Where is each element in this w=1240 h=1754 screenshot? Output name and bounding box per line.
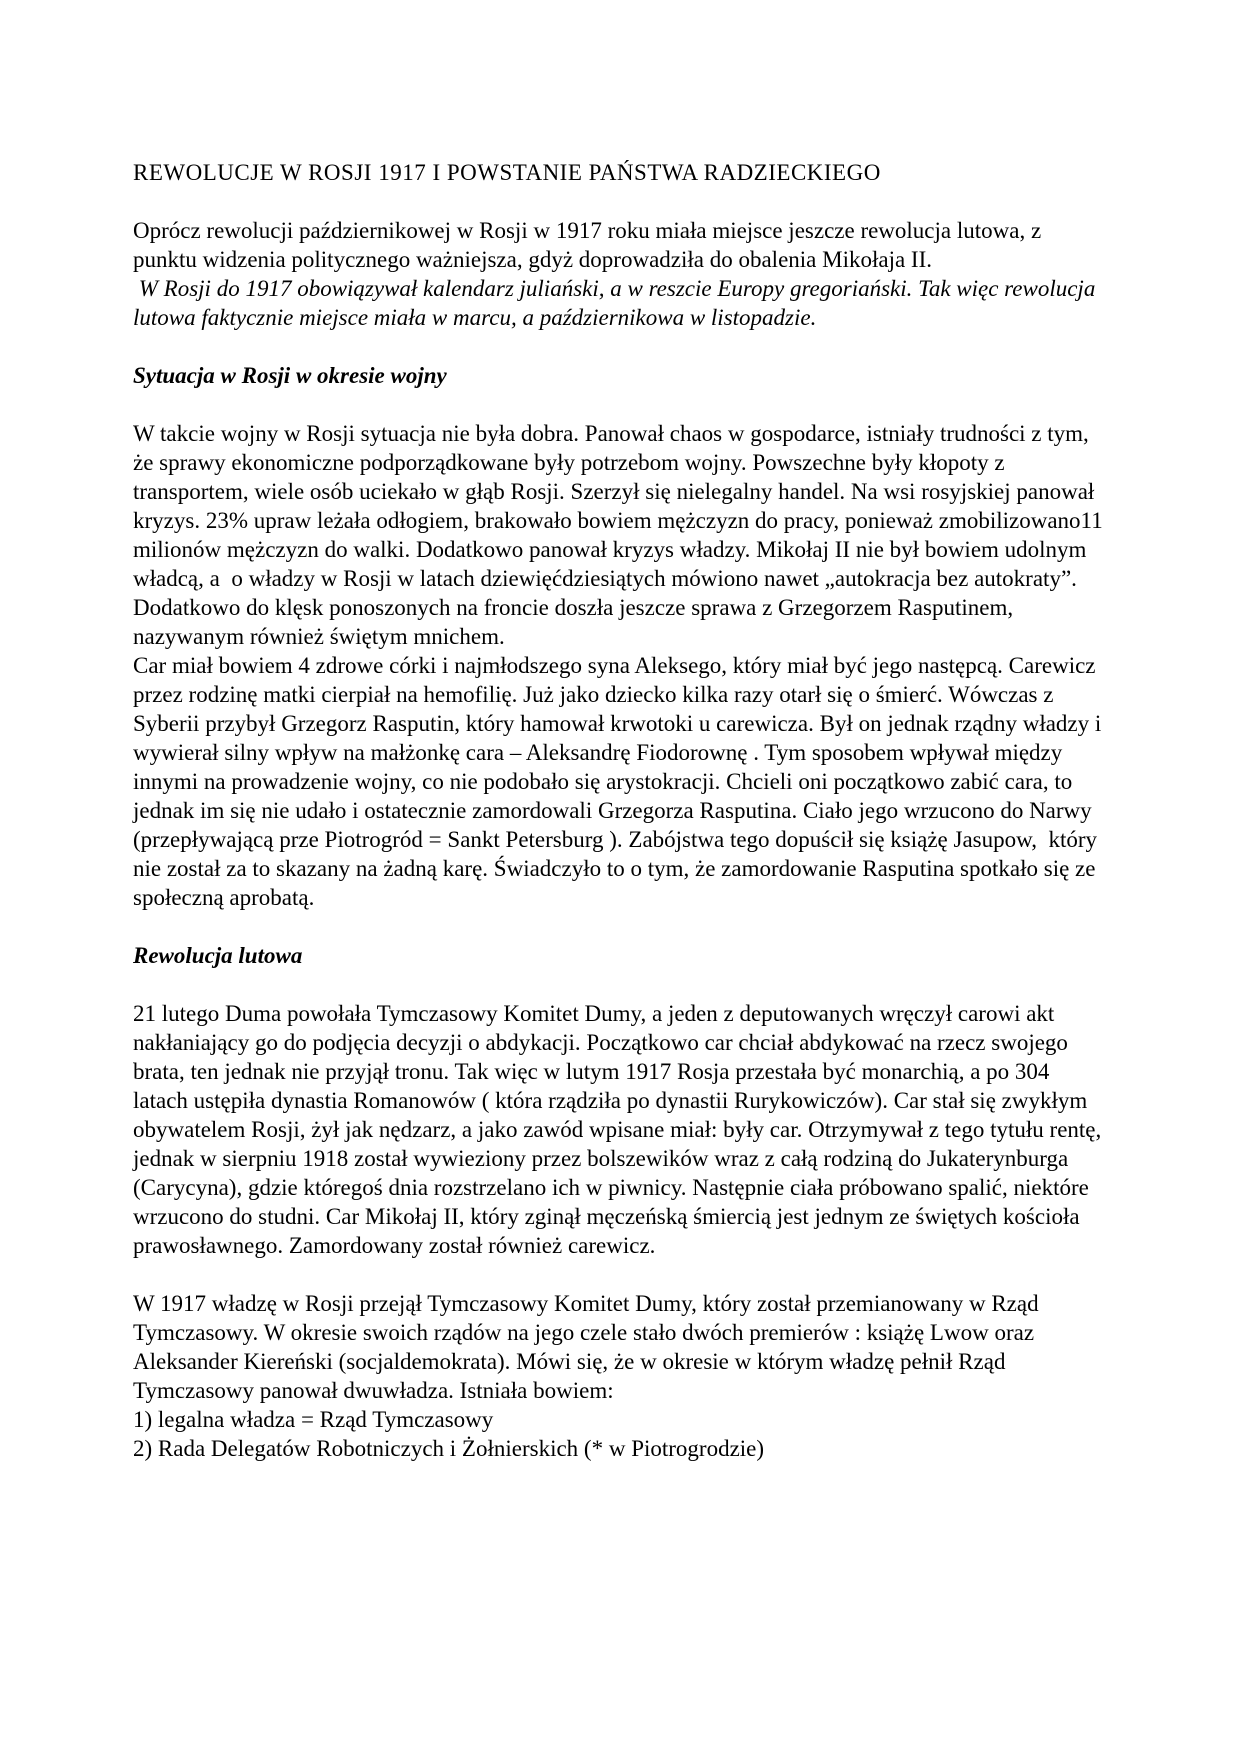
- dual-power-list-item-2: 2) Rada Delegatów Robotniczych i Żołnierskich (* w Piotrogrodzie): [133, 1436, 765, 1461]
- section-heading-february-revolution: Rewolucja lutowa: [133, 943, 303, 968]
- war-situation-paragraph-1: W takcie wojny w Rosji sytuacja nie była dobra. Panował chaos w gospodarce, istniały trudności z tym, że sprawy ekonomiczne podporządkowane były potrzebom wojny. Powszechne były kłopoty z transportem, wiele osób uciekało w głąb Rosji. Szerzył się nielegalny handel. Na wsi rosyjskiej panował kryzys. 23% upraw leżała odłogiem, brakowało bowiem mężczyzn do pracy, ponieważ zmobilizowano11 milionów mężczyzn do walki. Dodatkowo panował kryzys władzy. Mikołaj II nie był bowiem udolnym władcą, a o władzy w Rosji w latach dziewięćdziesiątych mówiono nawet „autokracja bez autokraty”. Dodatkowo do klęsk ponoszonych na froncie doszła jeszcze sprawa z Grzegorzem Rasputinem, nazywanym również świętym mnichem.: [133, 421, 1109, 649]
- intro-paragraph: Oprócz rewolucji październikowej w Rosji w 1917 roku miała miejsce jeszcze rewolucja lutowa, z punktu widzenia politycznego ważniejsza, gdyż doprowadziła do obalenia Mikołaja II.: [133, 218, 1047, 272]
- february-revolution-paragraph-1: 21 lutego Duma powołała Tymczasowy Komitet Dumy, a jeden z deputowanych wręczył carowi akt nakłaniający go do podjęcia decyzji o abdykacji. Początkowo car chciał abdykować na rzecz swojego brata, ten jednak nie przyjął tronu. Tak więc w lutym 1917 Rosja przestała być monarchią, a po 304 latach ustępiła dynastia Romanowów ( która rządziła po dynastii Rurykowiczów). Car stał się zwykłym obywatelem Rosji, żył jak nędzarz, a jako zawód wpisane miał: były car. Otrzymywał z tego tytułu rentę, jednak w sierpniu 1918 został wywieziony przez bolszewików wraz z całą rodziną do Jukaterynburga (Carycyna), gdzie któregoś dnia rozstrzelano ich w piwnicy. Następnie ciała próbowano spalić, niektóre wrzucono do studni. Car Mikołaj II, który zginął męczeńską śmiercią jest jednym ze świętych kościoła prawosławnego. Zamordowany został również carewicz.: [133, 1001, 1107, 1258]
- dual-power-list-item-1: 1) legalna władza = Rząd Tymczasowy: [133, 1407, 494, 1432]
- february-revolution-paragraph-2: W 1917 władzę w Rosji przejął Tymczasowy Komitet Dumy, który został przemianowany w Rząd Tymczasowy. W okresie swoich rządów na jego czele stało dwóch premierów : książę Lwow oraz Aleksander Kiereński (socjaldemokrata). Mówi się, że w okresie w którym władzę pełnił Rząd Tymczasowy panował dwuwładza. Istniała bowiem:: [133, 1291, 1044, 1403]
- calendar-note-paragraph: W Rosji do 1917 obowiązywał kalendarz juliański, a w reszcie Europy gregoriański. Tak więc rewolucja lutowa faktycznie miejsce miała w marcu, a październikowa w listopadzie.: [133, 276, 1102, 330]
- document-title: REWOLUCJE W ROSJI 1917 I POWSTANIE PAŃSTWA RADZIECKIEGO: [133, 160, 881, 185]
- war-situation-paragraph-2: Car miał bowiem 4 zdrowe córki i najmłodszego syna Aleksego, który miał być jego następcą. Carewicz przez rodzinę matki cierpiał na hemofilię. Już jako dziecko kilka razy otarł się o śmierć. Wówczas z Syberii przybył Grzegorz Rasputin, który hamował krwotoki u carewicza. Był on jednak rządny władzy i wywierał silny wpływ na małżonkę cara – Aleksandrę Fiodorownę . Tym sposobem wpływał między innymi na prowadzenie wojny, co nie podobało się arystokracji. Chcieli oni początkowo zabić cara, to jednak im się nie udało i ostatecznie zamordowali Grzegorza Rasputina. Ciało jego wrzucono do Narwy (przepływającą prze Piotrogród = Sankt Petersburg ). Zabójstwa tego dopuścił się książę Jasupow, który nie został za to skazany na żadną karę. Świadczyło to o tym, że zamordowanie Rasputina spotkało się ze społeczną aprobatą.: [133, 653, 1108, 910]
- section-heading-war-situation: Sytuacja w Rosji w okresie wojny: [133, 363, 447, 388]
